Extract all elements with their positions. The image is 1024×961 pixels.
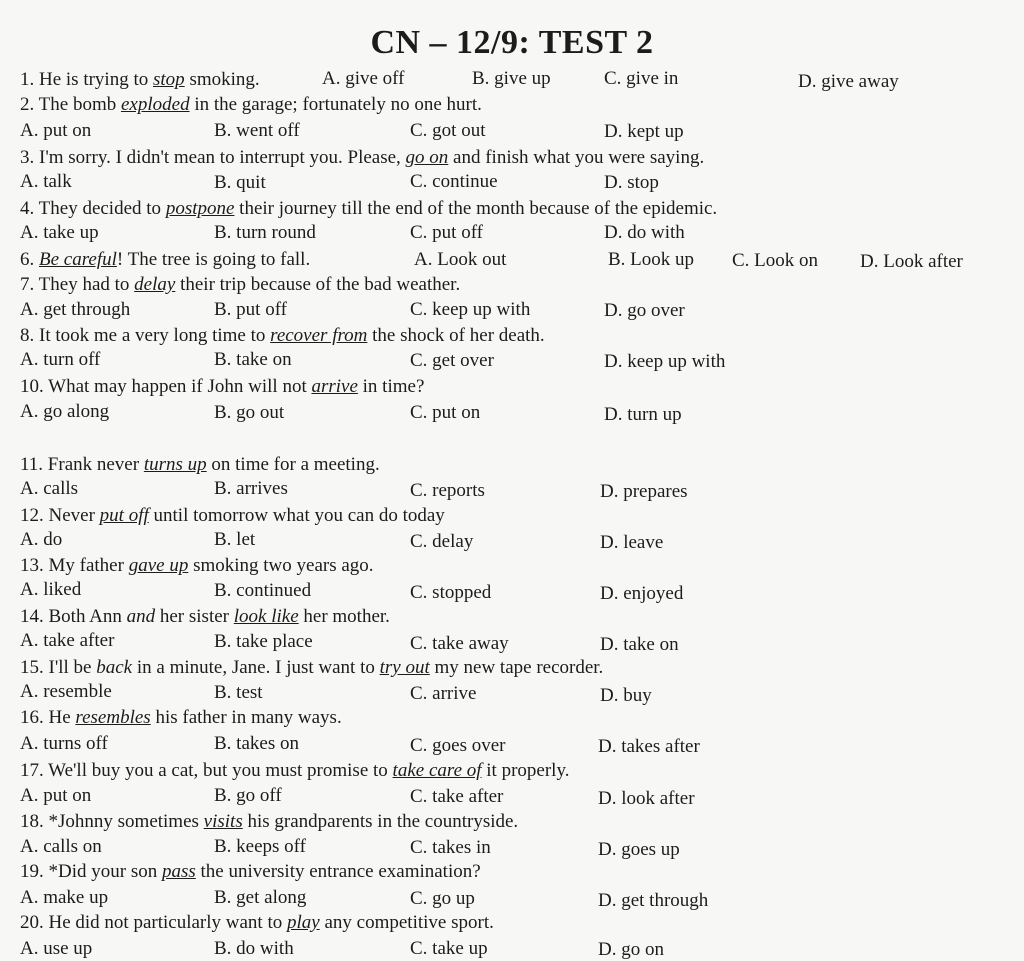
q8-option-c[interactable]: C. get over [410,350,494,371]
q17-text: 17. We'll buy you a cat, but you must promise to [20,760,393,781]
q3-text: 3. I'm sorry. I didn't mean to interrupt you. Please, [20,147,406,168]
q8-text-end: the shock of her death. [367,325,545,346]
q6-text: 6. [20,249,39,270]
q14-text-mid: her sister [155,606,234,627]
question-13 [20,555,374,577]
q2-option-a[interactable]: A. put on [20,120,92,141]
q20-keyword: play [287,912,320,933]
q3-option-b[interactable]: B. quit [214,172,266,193]
q16-option-d[interactable]: D. takes after [598,736,700,757]
q11-text: 11. Frank never [20,454,144,475]
q1-keyword: stop [153,69,185,90]
q8-keyword: recover from [270,325,368,346]
q15-text: 15. I'll be [20,657,97,678]
q3-option-d[interactable]: D. stop [604,172,659,193]
q4-option-b[interactable]: B. turn round [214,222,316,243]
q17-option-b[interactable]: B. go off [214,785,282,806]
q11-option-c[interactable]: C. reports [410,480,485,501]
question-15 [20,657,603,679]
q12-option-d[interactable]: D. leave [600,532,664,553]
q2-option-d[interactable]: D. kept up [604,121,684,142]
q13-option-c[interactable]: C. stopped [410,582,492,603]
q13-text-end: smoking two years ago. [188,555,374,576]
q4-option-a[interactable]: A. take up [20,222,99,243]
question-19 [20,861,481,883]
q10-text-end: in time? [357,376,425,397]
q13-text: 13. My father [20,555,129,576]
question-3 [20,147,704,169]
q15-option-c[interactable]: C. arrive [410,683,477,704]
q6-keyword: Be careful [39,249,117,270]
q7-keyword: delay [134,274,176,295]
q8-option-a[interactable]: A. turn off [20,349,101,370]
q7-option-b[interactable]: B. put off [214,299,288,320]
q17-text-end: it properly. [481,760,570,781]
question-1 [20,69,260,91]
q12-option-b[interactable]: B. let [214,529,256,550]
q17-option-c[interactable]: C. take after [410,786,504,807]
q14-option-d[interactable]: D. take on [600,634,679,655]
q1-option-d[interactable]: D. give away [798,71,899,92]
question-4 [20,198,717,220]
q2-option-c[interactable]: C. got out [410,120,486,141]
q6-option-c[interactable]: C. Look on [732,250,819,271]
q4-text-end: their journey till the end of the month because of the epidemic. [234,198,718,219]
q1-text: 1. He is trying to [20,69,153,90]
q7-option-c[interactable]: C. keep up with [410,299,531,320]
q6-option-d[interactable]: D. Look after [860,251,963,272]
question-14 [20,606,390,628]
q8-text: 8. It took me a very long time to [20,325,271,346]
q15-option-d[interactable]: D. buy [600,685,652,706]
q4-text: 4. They decided to [20,198,166,219]
q19-text-end: the university entrance examination? [195,861,481,882]
q4-keyword: postpone [165,198,235,219]
q16-option-c[interactable]: C. goes over [410,735,506,756]
q15-keyword: try out [379,657,430,678]
q10-option-c[interactable]: C. put on [410,402,481,423]
q12-option-c[interactable]: C. delay [410,531,474,552]
q17-option-d[interactable]: D. look after [598,788,695,809]
q16-option-a[interactable]: A. turns off [20,733,108,754]
q16-keyword: resembles [75,707,151,728]
q15-option-b[interactable]: B. test [214,682,263,703]
q8-option-b[interactable]: B. take on [214,349,292,370]
q7-option-a[interactable]: A. get through [20,299,131,320]
question-16 [20,707,342,729]
q1-option-c[interactable]: C. give in [604,68,679,89]
question-10 [20,376,424,398]
q14-option-a[interactable]: A. take after [20,630,115,651]
q20-option-b[interactable]: B. do with [214,938,294,959]
q20-option-a[interactable]: A. use up [20,938,93,959]
q13-option-a[interactable]: A. liked [20,579,82,600]
question-12 [20,505,445,527]
q18-option-b[interactable]: B. keeps off [214,836,306,857]
q3-option-c[interactable]: C. continue [410,171,498,192]
q12-text-end: until tomorrow what you can do today [148,505,445,526]
q1-option-b[interactable]: B. give up [472,68,551,89]
q10-option-b[interactable]: B. go out [214,402,285,423]
question-11 [20,454,380,476]
q2-option-b[interactable]: B. went off [214,120,300,141]
q6-option-a[interactable]: A. Look out [414,249,507,270]
q3-keyword: go on [405,147,449,168]
q12-keyword: put off [99,505,149,526]
q12-option-a[interactable]: A. do [20,529,63,550]
question-18 [20,811,518,833]
q10-option-d[interactable]: D. turn up [604,404,682,425]
q15-text-end: my new tape recorder. [429,657,604,678]
q18-option-d[interactable]: D. goes up [598,839,680,860]
q18-option-c[interactable]: C. takes in [410,837,491,858]
q3-text-end: and finish what you were saying. [448,147,705,168]
q11-option-d[interactable]: D. prepares [600,481,688,502]
q11-text-end: on time for a meeting. [206,454,380,475]
q13-option-d[interactable]: D. enjoyed [600,583,684,604]
q16-text-end: his father in many ways. [150,707,342,728]
question-6 [20,249,310,271]
q4-option-d[interactable]: D. do with [604,222,685,243]
q7-text: 7. They had to [20,274,135,295]
q14-keyword: look like [233,606,299,627]
q2-text: 2. The bomb [20,94,121,115]
q1-text-end: smoking. [184,69,260,90]
q16-option-b[interactable]: B. takes on [214,733,299,754]
q19-option-c[interactable]: C. go up [410,888,475,909]
q13-option-b[interactable]: B. continued [214,580,312,601]
q18-keyword: visits [203,811,243,832]
q2-text-end: in the garage; fortunately no one hurt. [189,94,482,115]
q19-keyword: pass [161,861,196,882]
q13-keyword: gave up [128,555,189,576]
q4-option-c[interactable]: C. put off [410,222,484,243]
q17-keyword: take care of [392,760,482,781]
q14-option-b[interactable]: B. take place [214,631,313,652]
page-title: CN – 12/9: TEST 2 [370,24,654,61]
q2-keyword: exploded [120,94,190,115]
q14-text: 14. Both Ann [20,606,127,627]
q14-option-c[interactable]: C. take away [410,633,509,654]
question-17 [20,760,569,782]
q15-italic: back [96,657,133,678]
q10-option-a[interactable]: A. go along [20,401,110,422]
q12-text: 12. Never [20,505,100,526]
q11-option-b[interactable]: B. arrives [214,478,288,499]
q7-option-d[interactable]: D. go over [604,300,685,321]
q20-option-d[interactable]: D. go on [598,939,664,960]
question-7 [20,274,460,296]
q7-text-end: their trip because of the bad weather. [175,274,461,295]
q3-option-a[interactable]: A. talk [20,171,72,192]
q8-option-d[interactable]: D. keep up with [604,351,726,372]
q10-text: 10. What may happen if John will not [20,376,312,397]
q19-option-d[interactable]: D. get through [598,890,709,911]
q20-text: 20. He did not particularly want to [20,912,287,933]
q15-text-mid: in a minute, Jane. I just want to [132,657,380,678]
question-20 [20,912,494,934]
q11-keyword: turns up [143,454,207,475]
question-2 [20,94,482,116]
q6-text-end: ! The tree is going to fall. [116,249,311,270]
q10-keyword: arrive [311,376,358,397]
q20-option-c[interactable]: C. take up [410,938,488,959]
q14-text-end: her mother. [298,606,390,627]
q19-option-a[interactable]: A. make up [20,887,109,908]
q18-option-a[interactable]: A. calls on [20,836,102,857]
q6-option-b[interactable]: B. Look up [608,249,695,270]
q19-option-b[interactable]: B. get along [214,887,307,908]
q16-text: 16. He [20,707,76,728]
q20-text-end: any competitive sport. [319,912,494,933]
q18-text-end: his grandparents in the countryside. [242,811,519,832]
q17-option-a[interactable]: A. put on [20,785,92,806]
q11-option-a[interactable]: A. calls [20,478,79,499]
question-8 [20,325,545,347]
q1-option-a[interactable]: A. give off [322,68,405,89]
q14-italic: and [126,606,156,627]
q19-text: 19. *Did your son [20,861,162,882]
q15-option-a[interactable]: A. resemble [20,681,112,702]
q18-text: 18. *Johnny sometimes [20,811,204,832]
